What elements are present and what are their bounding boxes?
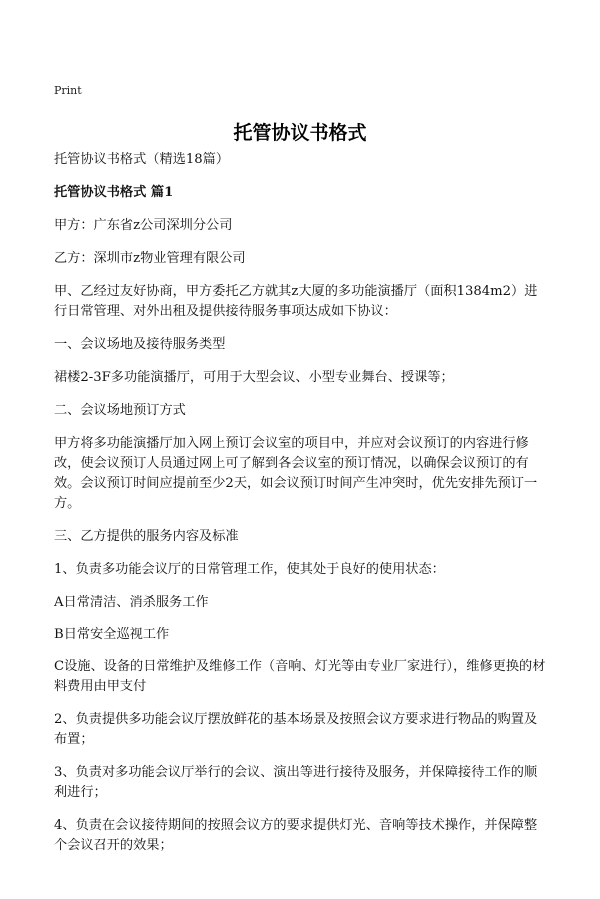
clause-heading-3: 三、乙方提供的服务内容及标准 [54,529,239,544]
service-item-4: 4、负责在会议接待期间的按照会议方的要求提供灯光、音响等技术操作，并保障整个会议召开的效果； [54,818,538,853]
service-subitem-b: B日常安全巡视工作 [54,627,170,642]
agreement-intro: 甲、乙经过友好协商，甲方委托乙方就其z大厦的多功能演播厅（面积1384m2）进行日常管理、对外出租及提供接待服务事项达成如下协议： [54,284,538,319]
party-b: 乙方：深圳市z物业管理有限公司 [54,251,246,266]
party-a: 甲方：广东省z公司深圳分公司 [54,218,233,233]
service-item-2: 2、负责提供多功能会议厅摆放鲜花的基本场景及按照会议方要求进行物品的购置及布置； [54,712,538,747]
document-title: 托管协议书格式 [233,122,367,144]
document-subtitle: 托管协议书格式（精选18篇） [54,152,230,167]
clause-heading-2: 二、会议场地预订方式 [54,403,186,418]
service-item-3: 3、负责对多功能会议厅举行的会议、演出等进行接待及服务，并保障接待工作的顺利进行； [54,765,538,800]
service-subitem-a: A日常清洁、消杀服务工作 [54,595,209,610]
clause-heading-1: 一、会议场地及接待服务类型 [54,337,226,352]
print-label: Print [54,84,82,97]
service-subitem-c: C设施、设备的日常维护及维修工作（音响、灯光等由专业厂家进行），维修更换的材料费用由甲支付 [54,659,546,694]
clause-text-2: 甲方将多功能演播厅加入网上预订会议室的项目中，并应对会议预订的内容进行修改，使会议预订人员通过网上可了解到各会议室的预订情况，以确保会议预订的有效。会议预订时间应提前至少2天，如会议预订时间产生冲突时，优先安排先预订一方。 [54,436,538,511]
document-body [54,150,548,869]
clause-text-1: 裙楼2-3F多功能演播厅，可用于大型会议、小型专业舞台、授课等； [54,370,454,385]
service-item-1: 1、负责多功能会议厅的日常管理工作，使其处于良好的使用状态： [54,562,445,577]
section-heading: 托管协议书格式 篇1 [54,185,174,200]
